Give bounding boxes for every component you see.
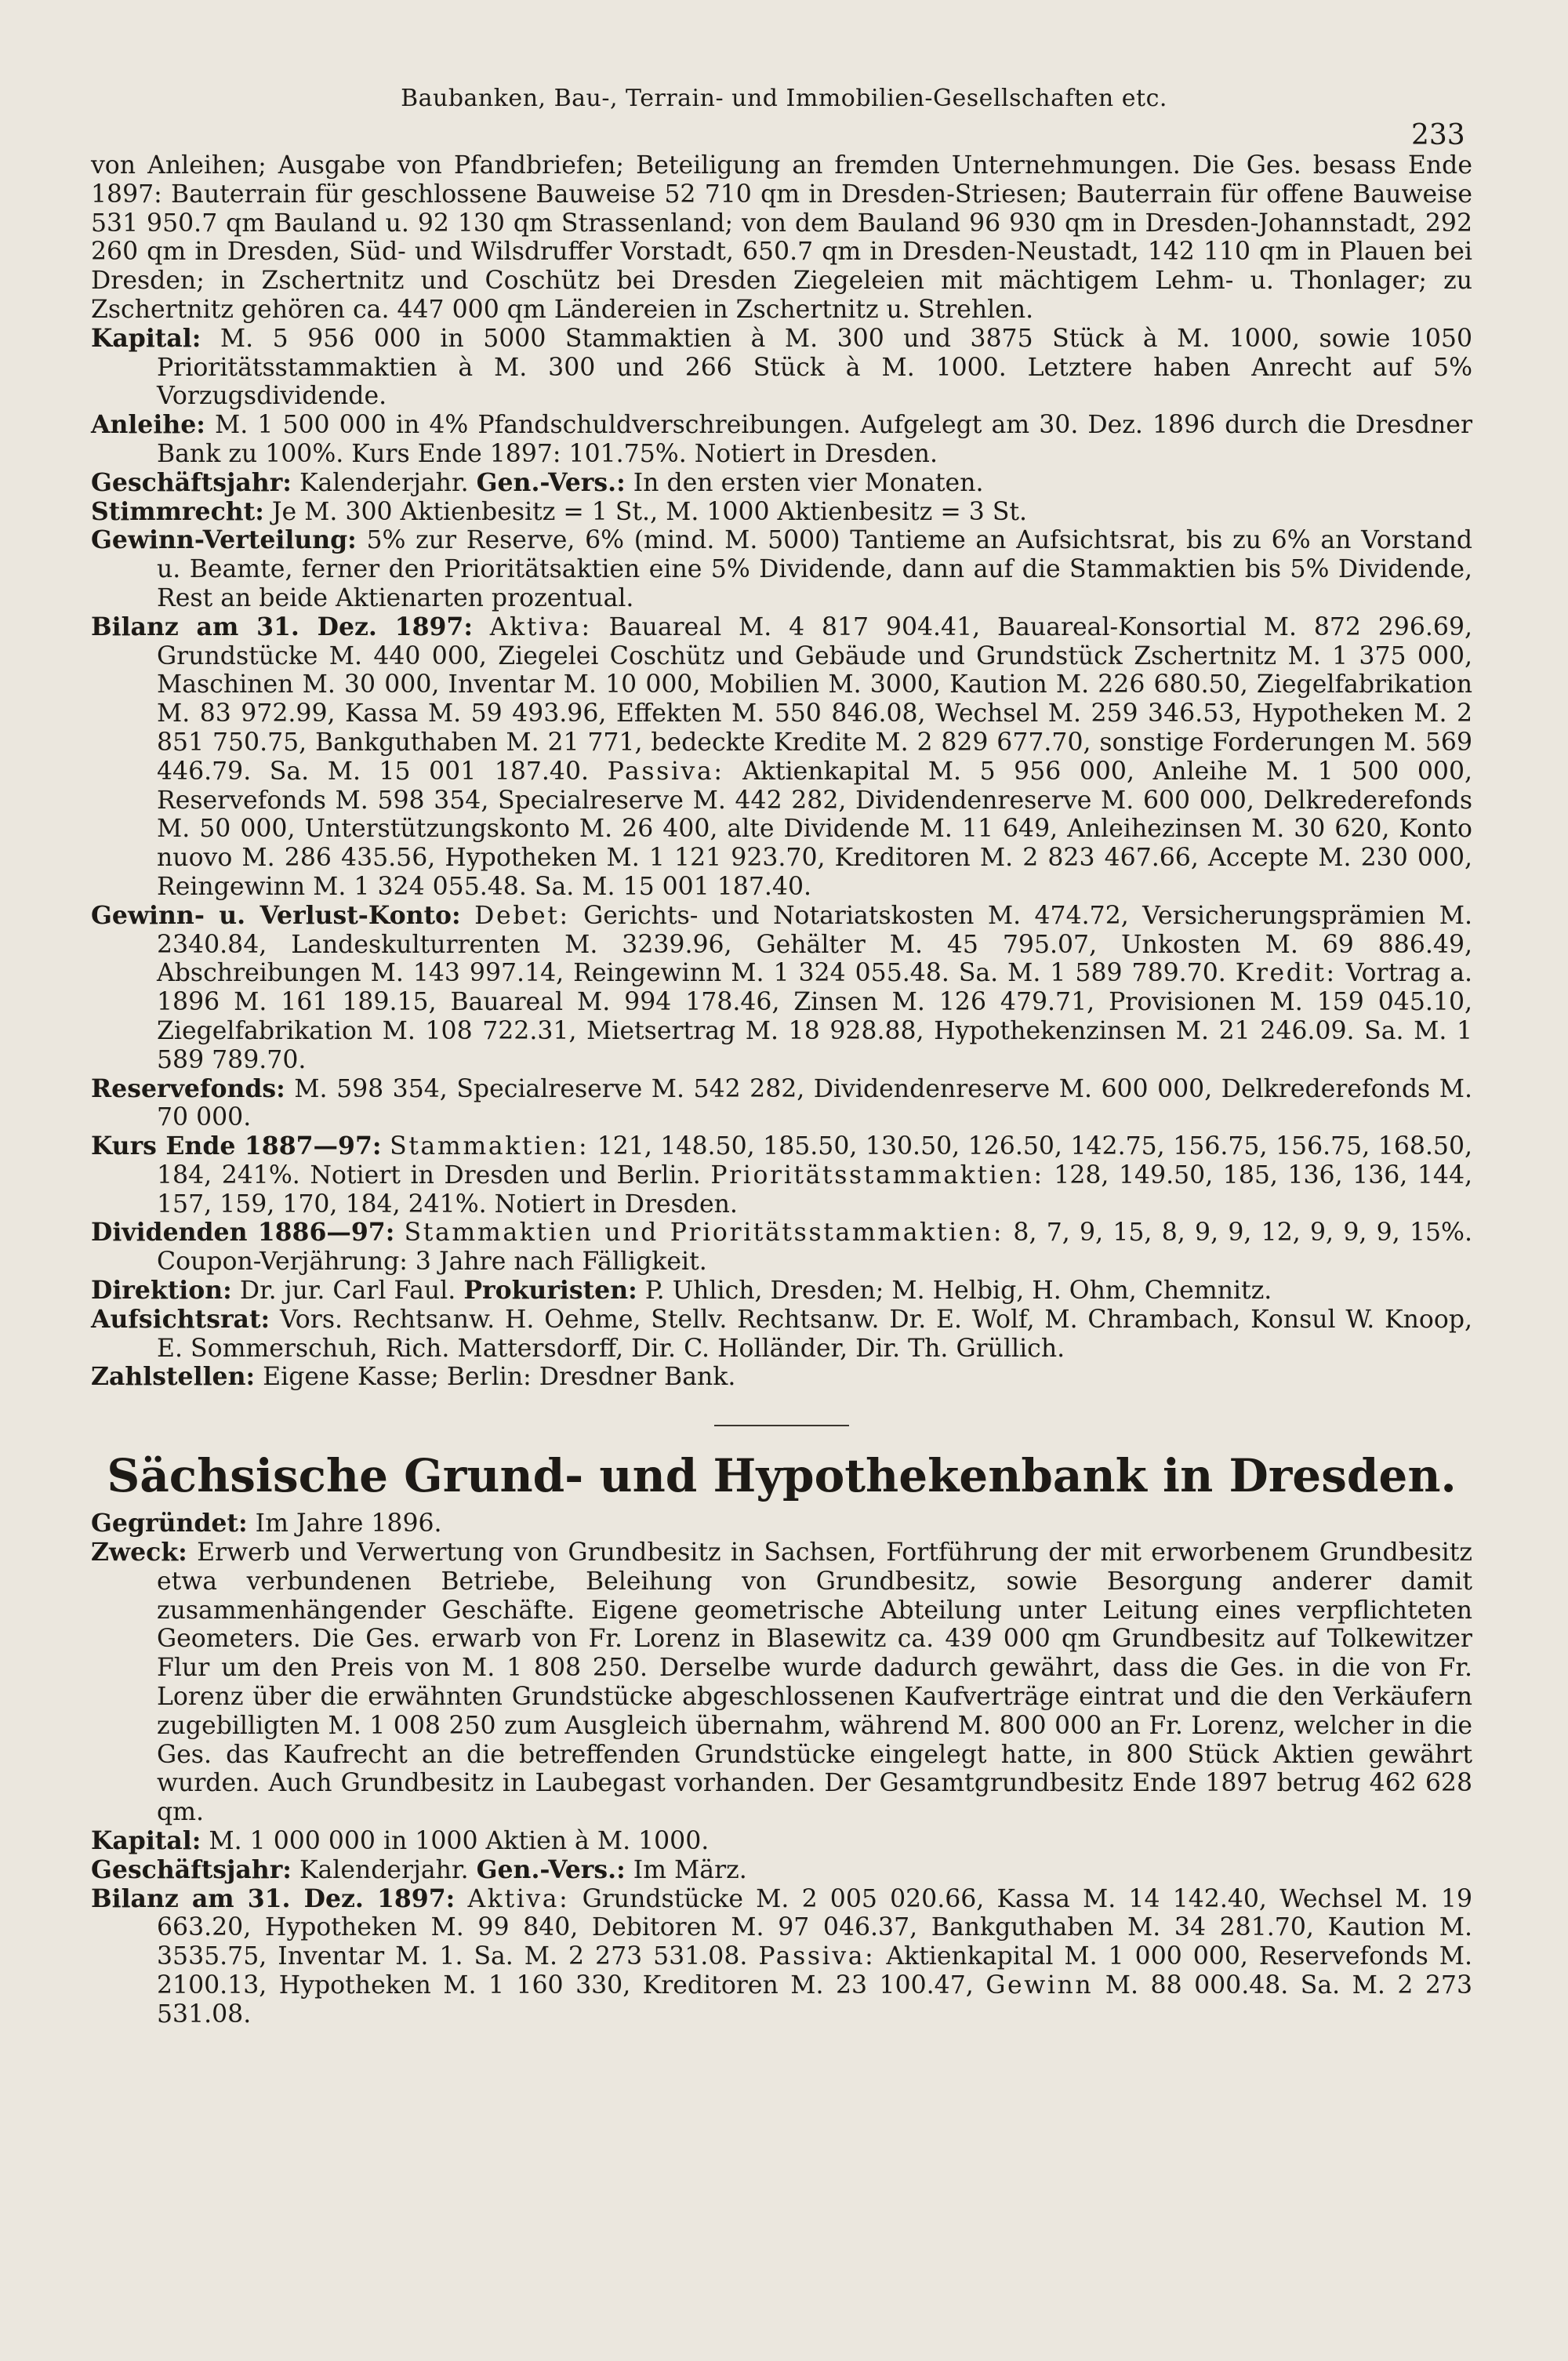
entry-label: Kurs Ende 1887—97: [91, 1131, 382, 1161]
gegruendet-entry: Gegründet: Im Jahre 1896. [91, 1509, 442, 1538]
company-title: Sächsische Grund- und Hypothekenbank in Dresden. [107, 1449, 1457, 1503]
entry-label: Dividenden 1886—97: [91, 1218, 395, 1248]
kurs-entry: Kurs Ende 1887—97: Stammaktien: 121, 148.50, 185.50, 130.50, 126.50, 142.75, 156.75, 156.75, 168.50, 184, 241%. Notiert in Dresden und Berlin. Prioritätsstammaktien: 128, 149.50, 185, 136, 136, 144, 157, 159, 170, 184, 241%. Notiert in Dresden. [91, 1131, 1473, 1219]
entry-label: Zahlstellen: [91, 1362, 256, 1392]
entry-label: Reservefonds: [91, 1073, 285, 1103]
page-body [91, 151, 1472, 2029]
entry-label: Gewinn-Verteilung: [91, 525, 357, 555]
gewinnverteilung-entry: Gewinn-Verteilung: 5% zur Reserve, 6% (mind. M. 5000) Tantieme an Aufsichtsrat, bis zu 6% an Vorstand u. Beamte, ferner den Prioritätsaktien eine 5% Dividende, dann auf die Stammaktien bis 5% Dividende, Rest an beide Aktienarten prozentual. [91, 525, 1473, 612]
bilanz-entry: Bilanz am 31. Dez. 1897: Aktiva: Bauareal M. 4 817 904.41, Bauareal-Konsortial M. 872 296.69, Grundstücke M. 440 000, Ziegelei Coschütz und Gebäude und Grundstück Zschertnitz M. 1 375 000, Maschinen M. 30 000, Inventar M. 10 000, Mobilien M. 3000, Kaution M. 226 680.50, Ziegelfabrikation M. 83 972.99, Kassa M. 59 493.96, Effekten M. 550 846.08, Wechsel M. 259 346.53, Hypotheken M. 2 851 750.75, Bankguthaben M. 21 771, bedeckte Kredite M. 2 829 677.70, sonstige Forderungen M. 569 446.79. Sa. M. 15 001 187.40. Passiva: Aktienkapital M. 5 956 000, Anleihe M. 1 500 000, Reservefonds M. 598 354, Specialreserve M. 442 282, Dividendenreserve M. 600 000, Delkrederefonds M. 50 000, Unterstützungskonto M. 26 400, alte Dividende M. 11 649, Anleihezinsen M. 30 620, Konto nuovo M. 286 435.56, Hypotheken M. 1 121 923.70, Kreditoren M. 2 823 467.66, Accepte M. 230 000, Reingewinn M. 1 324 055.48. Sa. M. 15 001 187.40. [91, 612, 1473, 901]
entry-text: M. 5 956 000 in 5000 Stammaktien à M. 300 und 3875 Stück à M. 1000, sowie 1050 Prioritätsstammaktien à M. 300 und 266 Stück à M. 1000. Letztere haben Anrecht auf 5% Vorzugsdividende. [157, 324, 1473, 411]
entry-label: Kapital: [91, 1826, 201, 1856]
entry-label: Anleihe: [91, 410, 205, 440]
zahlstellen-entry: Zahlstellen: Eigene Kasse; Berlin: Dresdner Bank. [91, 1362, 736, 1392]
entry-label: Gegründet: [91, 1509, 248, 1538]
entry-label: Stimmrecht: [91, 496, 264, 526]
reservefonds-entry: Reservefonds: M. 598 354, Specialreserve M. 542 282, Dividendenreserve M. 600 000, Delkrederefonds M. 70 000. [91, 1073, 1472, 1132]
entry-label: Gewinn- u. Verlust-Konto: [91, 900, 461, 930]
dividenden-entry: Dividenden 1886—97: Stammaktien und Prioritätsstammaktien: 8, 7, 9, 15, 8, 9, 9, 12, 9, 9, 9, 15%. Coupon-Verjährung: 3 Jahre nach Fälligkeit. [91, 1218, 1472, 1277]
entry-label: Gen.-Vers.: [476, 1854, 626, 1884]
entry-label: Bilanz am 31. Dez. 1897: [91, 612, 473, 641]
entry-label: Geschäftsjahr: [91, 467, 292, 497]
kapital-entry [91, 325, 1472, 411]
entry-label: Direktion: [91, 1276, 232, 1306]
page-number: 233 [1411, 119, 1465, 151]
stimmrecht-entry: Stimmrecht: Je M. 300 Aktienbesitz = 1 St., M. 1000 Aktienbesitz = 3 St. [91, 496, 1028, 526]
zweck-entry: Zweck: Erwerb und Verwertung von Grundbesitz in Sachsen, Fortführung der mit erworbenem Grundbesitz etwa verbundenen Betriebe, Beleihung von Grundbesitz, sowie Besorgung anderer damit zusammenhängender Geschäfte. Eigene geometrische Abteilung unter Leitung eines verpflichteten Geometers. Die Ges. erwarb von Fr. Lorenz in Blasewitz ca. 439 000 qm Grundbesitz auf Tolkewitzer Flur um den Preis von M. 1 808 250. Derselbe wurde dadurch gewährt, dass die Ges. in die von Fr. Lorenz über die erwähnten Grundstücke abgeschlossenen Kaufverträge eintrat und die den Verkäufern zugebilligten M. 1 008 250 zum Ausgleich übernahm, während M. 800 000 an Fr. Lorenz, welcher in die Ges. das Kaufrecht an die betreffenden Grundstücke eingelegt hatte, in 800 Stück Aktien gewährt wurden. Auch Grundbesitz in Laubegast vorhanden. Der Gesamtgrundbesitz Ende 1897 betrug 462 628 qm. [91, 1538, 1472, 1827]
intro-paragraph: von Anleihen; Ausgabe von Pfandbriefen; Beteiligung an fremden Unternehmungen. Die Ges. besass Ende 1897: Bauterrain für geschlossene Bauweise 52 710 qm in Dresden-Striesen; Bauterrain für offene Bauweise 531 950.7 qm Bauland u. 92 130 qm Strassenland; von dem Bauland 96 930 qm in Dresden-Johannstadt, 292 260 qm in Dresden, Süd- und Wilsdruffer Vorstadt, 650.7 qm in Dresden-Neustadt, 142 110 qm in Plauen bei Dresden; in Zschertnitz und Coschütz bei Dresden Ziegeleien mit mächtigem Lehm- u. Thonlager; zu Zschertnitz gehören ca. 447 000 qm Ländereien in Zschertnitz u. Strehlen. [91, 151, 1472, 324]
geschaeftsjahr-entry: Geschäftsjahr: Kalenderjahr. Gen.-Vers.: In den ersten vier Monaten. [91, 467, 984, 497]
entry-label: Gen.-Vers.: [476, 467, 626, 497]
entry-label: Kapital: [91, 323, 201, 353]
bilanz-entry-2: Bilanz am 31. Dez. 1897: Aktiva: Grundstücke M. 2 005 020.66, Kassa M. 14 142.40, Wechsel M. 19 663.20, Hypotheken M. 99 840, Debitoren M. 97 046.37, Bankguthaben M. 34 281.70, Kaution M. 3535.75, Inventar M. 1. Sa. M. 2 273 531.08. Passiva: Aktienkapital M. 1 000 000, Reservefonds M. 2100.13, Hypotheken M. 1 160 330, Kreditoren M. 23 100.47, Gewinn M. 88 000.48. Sa. M. 2 273 531.08. [91, 1883, 1473, 2029]
entry-label: Aufsichtsrat: [91, 1304, 270, 1334]
guv-entry: Gewinn- u. Verlust-Konto: Debet: Gerichts- und Notariatskosten M. 474.72, Versicherungsprämien M. 2340.84, Landeskulturrenten M. 3239.96, Gehälter M. 45 795.07, Unkosten M. 69 886.49, Abschreibungen M. 143 997.14, Reingewinn M. 1 324 055.48. Sa. M. 1 589 789.70. Kredit: Vortrag a. 1896 M. 161 189.15, Bauareal M. 994 178.46, Zinsen M. 126 479.71, Provisionen M. 159 045.10, Ziegelfabrikation M. 108 722.31, Mietsertrag M. 18 928.88, Hypothekenzinsen M. 21 246.09. Sa. M. 1 589 789.70. [91, 900, 1473, 1074]
kapital-entry-2: Kapital: M. 1 000 000 in 1000 Aktien à M. 1000. [91, 1826, 710, 1856]
entry-text: M. 1 500 000 in 4% Pfandschuldverschreibungen. Aufgelegt am 30. Dez. 1896 durch die Dresdner Bank zu 100%. Kurs Ende 1897: 101.75%. Notiert in Dresden. [157, 411, 1473, 468]
geschaeftsjahr-entry-2: Geschäftsjahr: Kalenderjahr. Gen.-Vers.: Im März. [91, 1854, 747, 1884]
anleihe-entry [91, 411, 1472, 469]
entry-label: Bilanz am 31. Dez. 1897: [91, 1883, 456, 1913]
running-head: Baubanken, Bau-, Terrain- und Immobilien-Gesellschaften etc. [401, 85, 1167, 112]
entry-label: Geschäftsjahr: [91, 1854, 292, 1884]
entry-label: Prokuristen: [463, 1276, 637, 1306]
aufsichtsrat-entry: Aufsichtsrat: Vors. Rechtsanw. H. Oehme, Stellv. Rechtsanw. Dr. E. Wolf, M. Chrambach, Konsul W. Knoop, E. Sommerschuh, Rich. Mattersdorff, Dir. C. Holländer, Dir. Th. Grüllich. [91, 1304, 1472, 1363]
section-divider [714, 1425, 849, 1426]
entry-label: Zweck: [91, 1538, 187, 1567]
direktion-entry: Direktion: Dr. jur. Carl Faul. Prokuristen: P. Uhlich, Dresden; M. Helbig, H. Ohm, Chemnitz. [91, 1276, 1272, 1306]
